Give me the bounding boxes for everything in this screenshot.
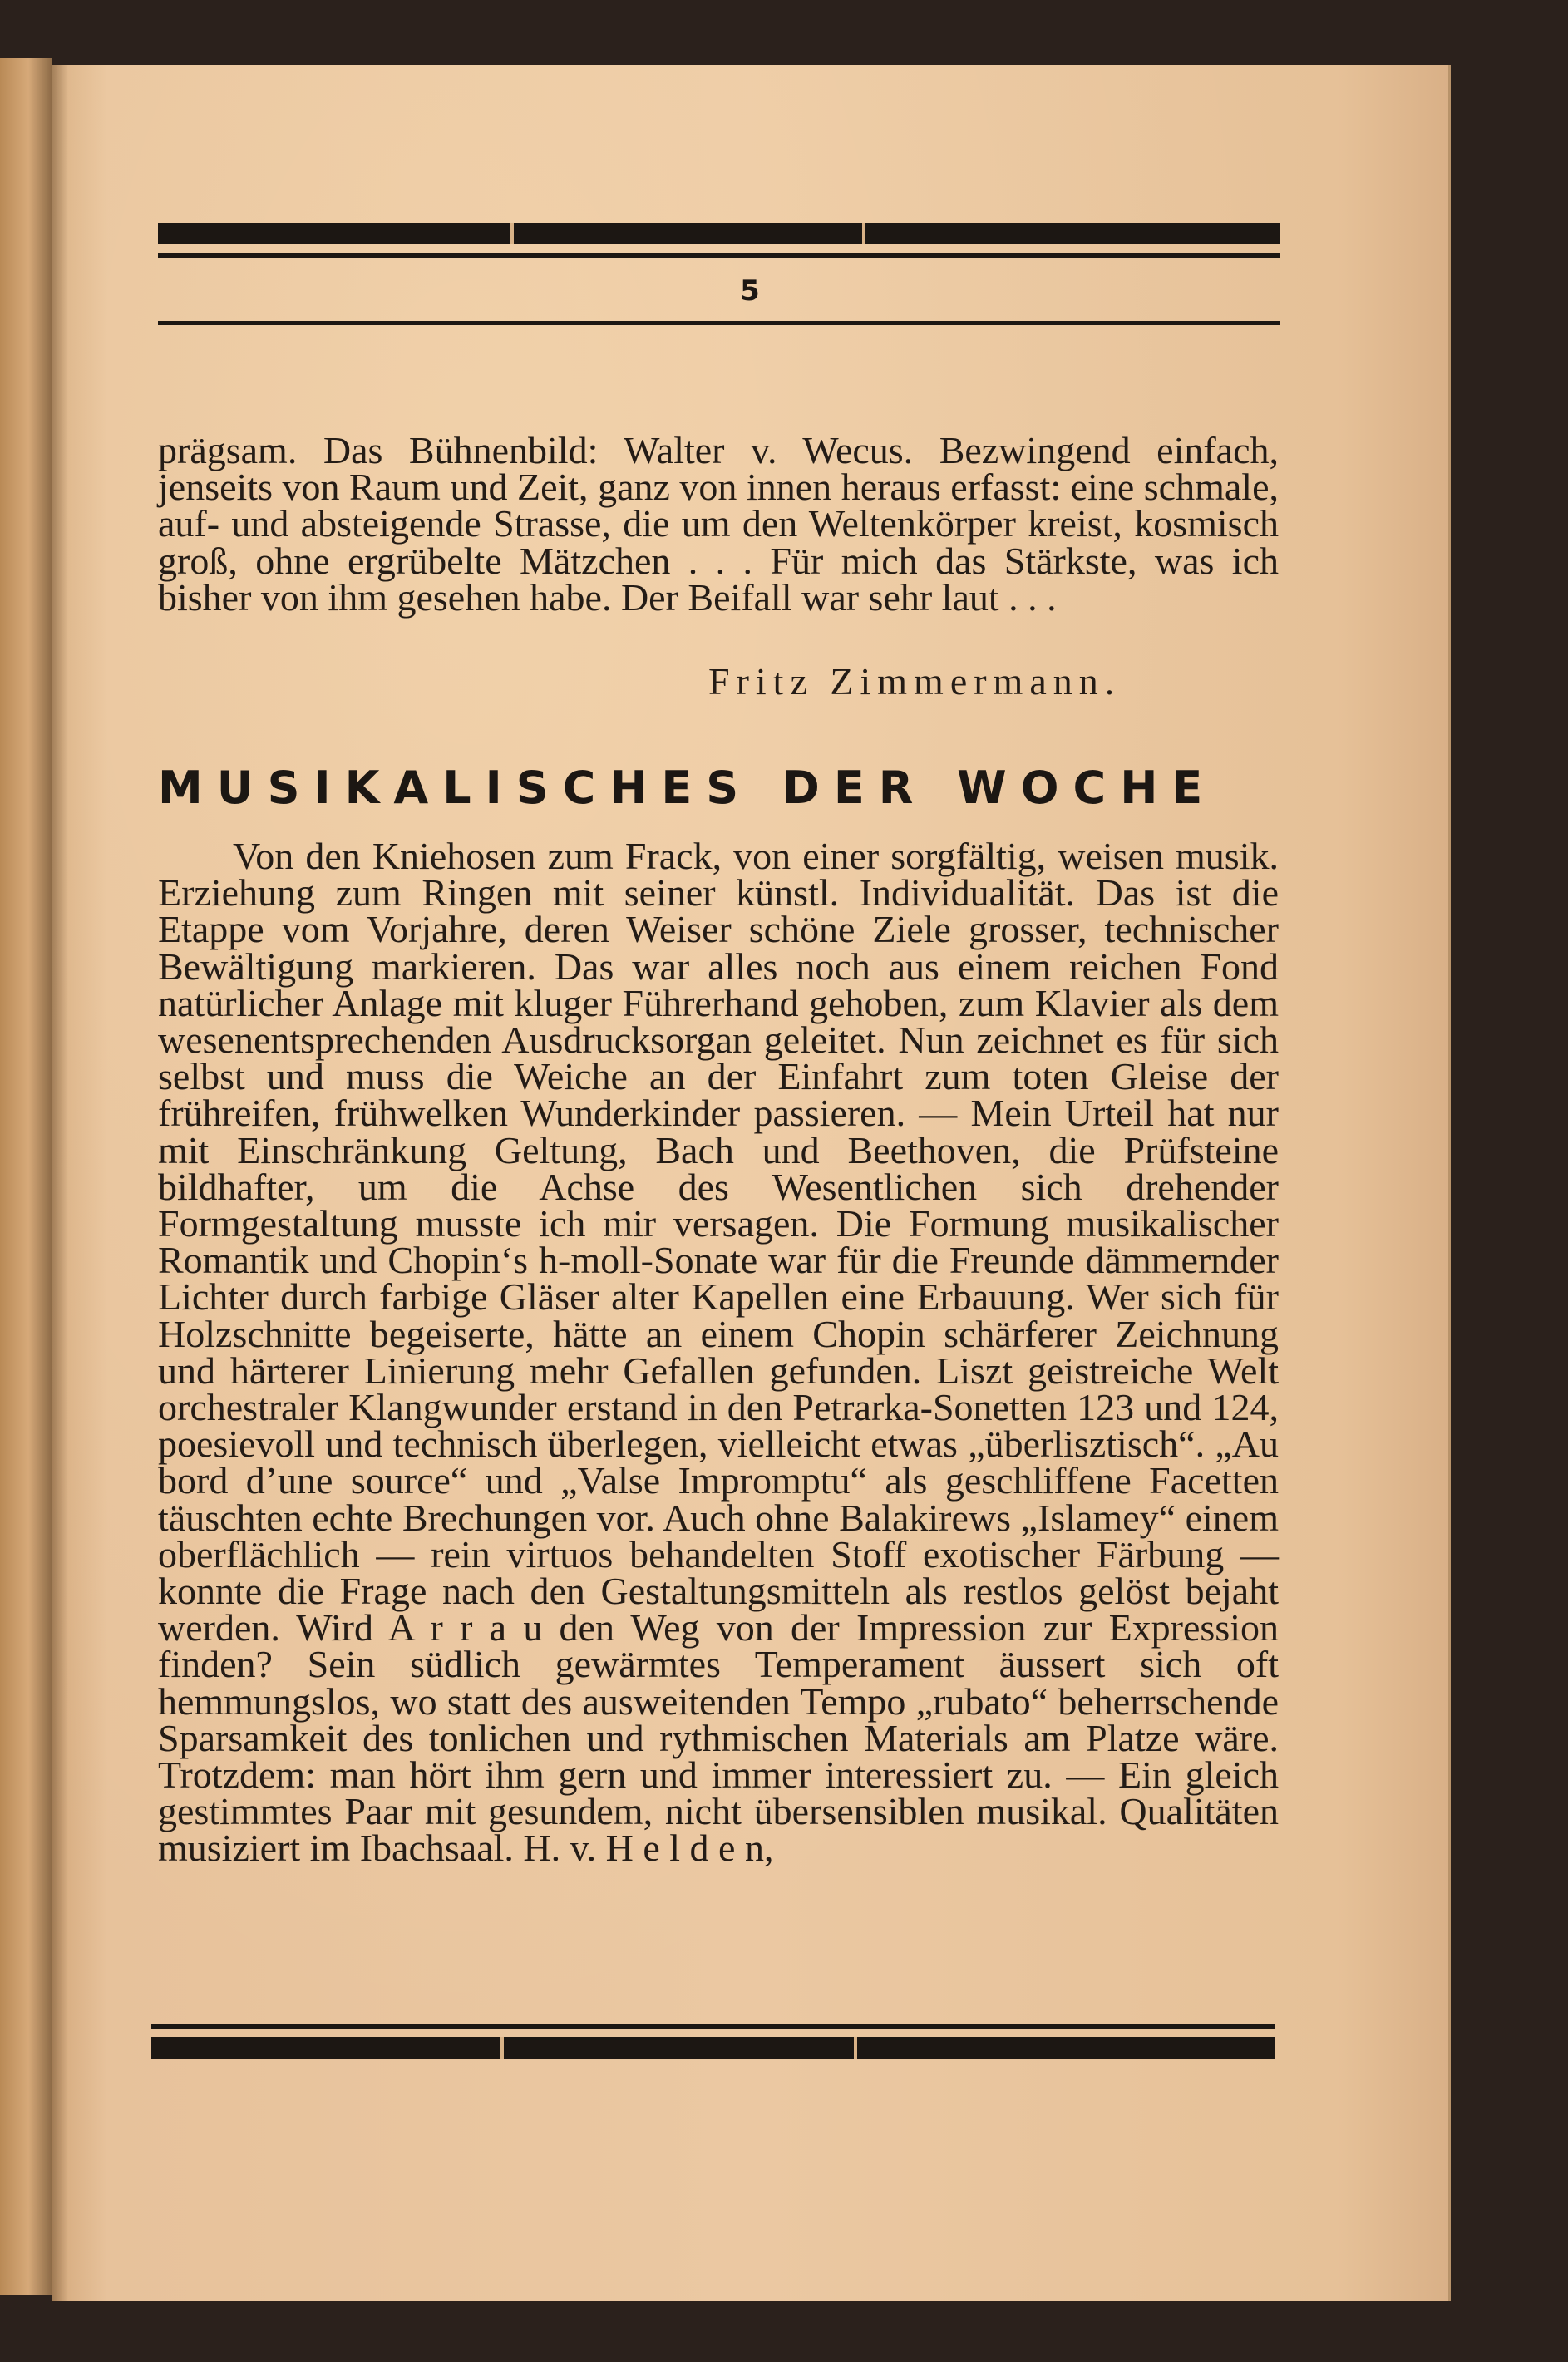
page-number: 5: [740, 274, 760, 308]
review-conclusion-text: prägsam. Das Bühnenbild: Walter v. Wecus. Bezwingend einfach, jenseits von Raum und Zeit, ganz von innen heraus erfasst: eine schmale, auf- und absteigende Strasse, die um den Weltenkörper kreist, kosmisch groß, ohne ergrübelte Mätzchen . . . Für mich das Stärkste, was ich bisher von ihm gesehen habe. Der Beifall war sehr laut . . .: [158, 429, 1279, 619]
header-rule: [158, 321, 1280, 325]
section-body-text: Von den Kniehosen zum Frack, von einer sorgfältig, weisen musik. Erziehung zum Ringen mit seiner künstl. Individualität. Das ist die Etappe vom Vorjahre, deren Weiser schöne Ziele grosser, technischer Bewältigung markieren. Das war alles noch aus einem reichen Fond natürlicher Anlage mit kluger Führerhand gehoben, zum Klavier als dem wesenentsprechenden Ausdrucksorgan geleitet. Nun zeichnet es für sich selbst und muss die Weiche an der Einfahrt zum toten Gleise der frühreifen, frühwelken Wunderkinder passieren. — Mein Urteil hat nur mit Einschränkung Geltung, Bach und Beethoven, die Prüfsteine bildhafter, um die Achse des Wesentlichen sich drehender Formgestaltung musste ich mir versagen. Die Formung musikalischer Romantik und Chopin‘s h-moll-Sonate war für die Freunde dämmernder Lichter durch farbige Gläser alter Kapellen eine Erbauung. Wer sich für Holzschnitte begeiserte, hätte an einem Chopin schärferer Zeichnung und härterer Linierung mehr Gefallen gefunden. Liszt geistreiche Welt orchestraler Klangwunder erstand in den Petrarka-Sonetten 123 und 124, poesievoll und technisch überlegen, vielleicht etwas „überlisztisch“. „Au bord d’une source“ und „Valse Impromptu“ als geschliffene Facetten täuschten echte Brechungen vor. Auch ohne Balakirews „Islamey“ einem oberflächlich — rein virtuos behandelten Stoff exotischer Färbung — konnte die Frage nach den Gestaltungsmitteln als restlos gelöst bejaht werden. Wird A r r a u den Weg von der Impression zur Expression finden? Sein südlich gewärmtes Temperament äussert sich oft hemmungslos, wo statt des ausweitenden Tempo „rubato“ beherrschende Sparsamkeit des tonlichen und rythmischen Materials am Platze wäre. Trotzdem: man hört ihm gern und immer interessiert zu. — Ein gleich gestimmtes Paar mit gesundem, nicht übersensiblen musikal. Qualitäten musiziert im Ibachsaal. H. v. H e l d e n,: [158, 835, 1279, 1870]
spine-shadow: [52, 65, 68, 2301]
previous-page-edge: [0, 58, 52, 2295]
review-signature: Fritz Zimmermann.: [708, 660, 1122, 703]
section-heading: MUSIKALISCHES DER WOCHE: [158, 762, 1217, 814]
review-conclusion-paragraph: [158, 429, 1279, 619]
section-body-paragraph: [158, 835, 1279, 1870]
book-page: [52, 65, 1451, 2301]
